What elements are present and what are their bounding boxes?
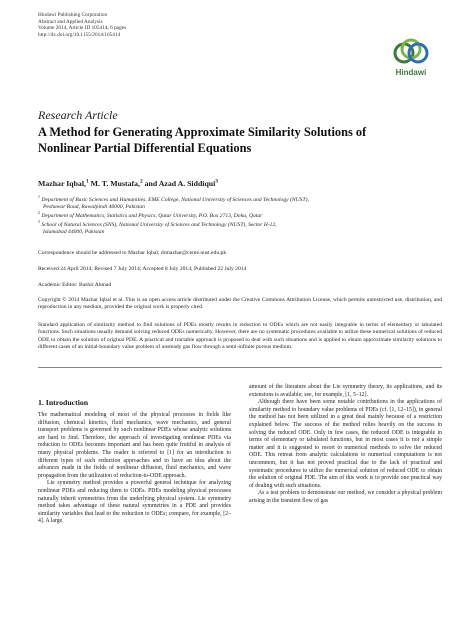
correspondence: Correspondence should be addressed to Mazhar Iqbal; drmazhar@ceme.nust.edu.pk xyxy=(38,250,227,256)
affiliation: $^3$ School of Natural Sciences (SNS), National University of Sciences and Technology (NUST), Sector H-12, Islamabad 44000, Pakistan xyxy=(38,219,277,235)
paragraph: Lie symmetry method provides a powerful general technique for analyzing nonlinear PDEs and reducing them to ODEs. PDEs modeling physical processes naturally inherit symmetries from the underlying physical system. Lie symmetry method takes advantage of these natural symmetries in a PDE and provides similarity variables that lead to the reduction to ODEs; compare, for example, [2–4]. A large xyxy=(38,480,231,525)
journal-publisher: Hindawi Publishing Corporation xyxy=(38,12,108,18)
body-column-left xyxy=(38,412,231,526)
paper-title xyxy=(38,125,448,156)
publication-dates: Received 24 April 2014; Revised 7 July 2014; Accepted 8 July 2014; Published 22 July 2014 xyxy=(38,266,247,272)
section-heading: 1. Introduction xyxy=(38,398,89,407)
affiliation: $^1$ Department of Basic Sciences and Humanities, EME College, National University of Sciences and Technology (NUST), Peshawar Road, Rawalpindi 46000, Pakistan xyxy=(38,195,309,211)
article-type: Research Article xyxy=(38,108,118,122)
paragraph: Although there have been some notable contributions in the applications of similarity method to boundary value problems of PDEs (cf. [1, 12–15]), in general the method has not been utilized in a great deal mainly because of a restriction explained below. The success of the method relies heavily on the success in solving the reduced ODE. Only in few cases, the reduced ODE is integrable in terms of elementary or tabulated functions, but in most cases it is not a simple matter and it is suggested to resort to numerical methods to solve the reduced ODE. This retreat from analytic calculations to numerical computations is not uncommon, but it has not proved practical due to the lack of practical and systematic procedures to utilize the numerical solution of reduced ODE to obtain the solution of original PDE. The aim of this work is to provide one practical way of dealing with such situations. xyxy=(249,399,442,489)
divider xyxy=(38,367,442,368)
logo-wordmark: Hindawi xyxy=(395,68,427,77)
title-line-1: A Method for Generating Approximate Similarity Solutions of xyxy=(38,125,367,139)
body-column-right xyxy=(249,384,442,506)
abstract: Standard application of similarity method to find solutions of PDEs mostly results in reduction to ODEs which are not easily integrable in terms of elementary or tabulated functions. Such situations usually demand solving reduced ODEs numerically. However, there are no systematic procedures available to utilize these numerical solutions of reduced ODE to obtain the solution of original PDE. A practical and tractable approach is proposed to deal with such situations and is applied to obtain approximate similarity solutions to different cases of an initial-boundary value problem of unsteady gas flow through a semi-infinite porous medium. xyxy=(38,322,442,350)
author-name: Mazhar Iqbal, xyxy=(38,179,86,188)
journal-volume: Volume 2014, Article ID 105414, 6 pages xyxy=(38,25,127,32)
hindawi-rings-logo-icon xyxy=(386,38,436,68)
author-list xyxy=(38,179,448,188)
journal-header xyxy=(38,12,126,38)
journal-name: Abstract and Applied Analysis xyxy=(38,18,103,25)
journal-doi: http://dx.doi.org/10.1155/2014/105414 xyxy=(38,31,121,38)
affiliation: $^2$ Department of Mathematics, Statistics and Physics, Qatar University, P.O. Box 2713, Doha, Qatar xyxy=(38,211,263,219)
paragraph: As a test problem to demonstrate our method, we consider a physical problem arising in the transient flow of gas xyxy=(249,490,442,504)
affiliations xyxy=(38,197,448,238)
author-sup: 1 xyxy=(85,178,89,185)
author-name: M. T. Mustafa, xyxy=(88,179,140,188)
academic-editor: Academic Editor: Bashir Ahmad xyxy=(38,282,112,288)
copyright-notice: Copyright © 2014 Mazhar Iqbal et al. This is an open access article distributed under the Creative Commons Attribution License, which permits unrestricted use, distribution, and reproduction in any medium, provided the original work is properly cited. xyxy=(38,297,442,310)
author-name: and Azad A. Siddiqui xyxy=(142,179,216,188)
author-sup: 3 xyxy=(215,178,219,185)
paragraph: The mathematical modeling of most of the physical processes in fields like diffusion, chemical kinetics, fluid mechanics, wave mechanics, and general transport problems is governed by such nonlinear PDEs whose analytic solutions are hard to find. Therefore, the approach of investigating nonlinear PDEs via reduction to ODEs becomes important and has been quite fruitful in analysis of many physical problems. The reader is referred to [1] for an introduction to different types of such reduction approaches and to have an idea about the advances made in the fields of nonlinear diffusion, fluid mechanics, and wave propagation from the utilization of reduction-to-ODE approach. xyxy=(38,412,231,479)
paragraph: amount of the literature about the Lie symmetry theory, its applications, and its extensions is available; see, for example, [1, 5–12]. xyxy=(249,384,442,398)
author-sup: 2 xyxy=(139,178,143,185)
hindawi-logo xyxy=(386,38,436,86)
title-line-2: Nonlinear Partial Differential Equations xyxy=(38,140,252,155)
